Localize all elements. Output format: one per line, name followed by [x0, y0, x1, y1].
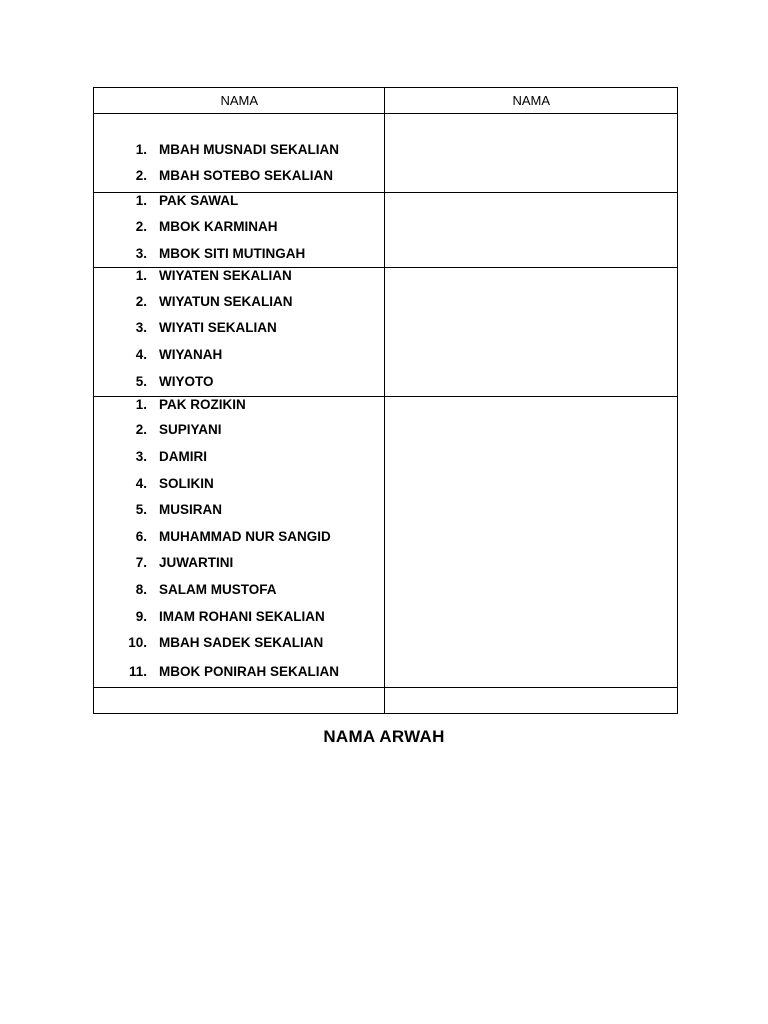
list-item-name: PAK ROZIKIN — [159, 396, 246, 412]
list-item — [94, 136, 384, 163]
list-item — [94, 368, 384, 396]
empty-cell — [385, 396, 678, 687]
list-item-name: SUPIYANI — [159, 422, 222, 438]
list-item — [94, 163, 384, 190]
list-item-name: WIYATUN SEKALIAN — [159, 293, 293, 309]
list-item-number: 7. — [135, 555, 147, 571]
list-item-number: 2. — [135, 218, 147, 234]
table-row — [94, 193, 678, 268]
list-item-name: SALAM MUSTOFA — [159, 581, 277, 597]
list-item — [94, 603, 384, 630]
list-item — [94, 397, 384, 417]
list-item-name: MBOK SITI MUTINGAH — [159, 245, 306, 261]
list-item-number: 5. — [135, 374, 147, 390]
list-item — [94, 496, 384, 523]
name-list — [94, 397, 384, 687]
list-item-name: WIYATI SEKALIAN — [159, 320, 277, 336]
table-body — [94, 114, 678, 714]
list-item-number: 1. — [135, 396, 147, 412]
header-cell-left: NAMA — [94, 88, 385, 114]
empty-cell-right — [385, 687, 678, 713]
list-item-number: 2. — [135, 293, 147, 309]
name-list-cell — [94, 396, 385, 687]
list-item-number: 2. — [135, 168, 147, 184]
list-item-number: 3. — [135, 448, 147, 464]
list-item — [94, 656, 384, 687]
list-item-number: 3. — [135, 320, 147, 336]
list-item — [94, 443, 384, 470]
table-row — [94, 114, 678, 193]
name-list — [94, 114, 384, 192]
empty-cell-left — [94, 687, 385, 713]
list-item-name: MBOK KARMINAH — [159, 218, 278, 234]
list-item-name: MUSIRAN — [159, 502, 222, 518]
list-item — [94, 470, 384, 497]
list-item — [94, 629, 384, 656]
list-item-name: DAMIRI — [159, 448, 207, 464]
list-item — [94, 576, 384, 603]
list-item — [94, 288, 384, 315]
list-item-name: MBAH SOTEBO SEKALIAN — [159, 168, 334, 184]
empty-cell — [385, 114, 678, 193]
list-item-number: 1. — [135, 141, 147, 157]
table-row — [94, 267, 678, 396]
empty-cell — [385, 267, 678, 396]
list-item-number: 6. — [135, 528, 147, 544]
table-header-row — [94, 88, 678, 114]
list-item-number: 11. — [128, 663, 147, 679]
list-item-number: 4. — [135, 346, 147, 362]
empty-table-row — [94, 687, 678, 713]
list-item-name: WIYATEN SEKALIAN — [159, 267, 292, 283]
list-item — [94, 193, 384, 213]
name-list-cell — [94, 114, 385, 193]
list-item-name: WIYANAH — [159, 346, 223, 362]
list-item — [94, 417, 384, 444]
name-list — [94, 193, 384, 267]
name-list-cell — [94, 193, 385, 268]
list-item-number: 1. — [135, 267, 147, 283]
document-title: NAMA ARWAH — [323, 727, 445, 746]
list-item-name: PAK SAWAL — [159, 193, 239, 209]
list-item-number: 1. — [135, 193, 147, 209]
list-item — [94, 240, 384, 267]
list-item-number: 4. — [135, 475, 147, 491]
list-item-number: 2. — [135, 422, 147, 438]
list-item — [94, 550, 384, 577]
list-item-number: 9. — [135, 608, 147, 624]
list-item — [94, 213, 384, 240]
list-item — [94, 268, 384, 288]
header-cell-right: NAMA — [385, 88, 678, 114]
table-row — [94, 396, 678, 687]
list-item-number: 10. — [128, 635, 147, 651]
list-item — [94, 341, 384, 368]
list-item-name: MUHAMMAD NUR SANGID — [159, 528, 331, 544]
list-item-number: 3. — [135, 245, 147, 261]
empty-cell — [385, 193, 678, 268]
name-list — [94, 268, 384, 396]
list-item-number: 5. — [135, 502, 147, 518]
list-item-name: MBAH MUSNADI SEKALIAN — [159, 141, 339, 157]
list-item-name: JUWARTINI — [159, 555, 234, 571]
list-item-name: MBAH SADEK SEKALIAN — [159, 635, 324, 651]
list-item-name: MBOK PONIRAH SEKALIAN — [159, 663, 340, 679]
list-item-name: WIYOTO — [159, 374, 214, 390]
name-list-cell — [94, 267, 385, 396]
list-item-name: SOLIKIN — [159, 475, 214, 491]
list-item — [94, 314, 384, 341]
names-table — [93, 87, 678, 714]
list-item-number: 8. — [135, 581, 147, 597]
list-item-name: IMAM ROHANI SEKALIAN — [159, 608, 325, 624]
list-item — [94, 523, 384, 550]
